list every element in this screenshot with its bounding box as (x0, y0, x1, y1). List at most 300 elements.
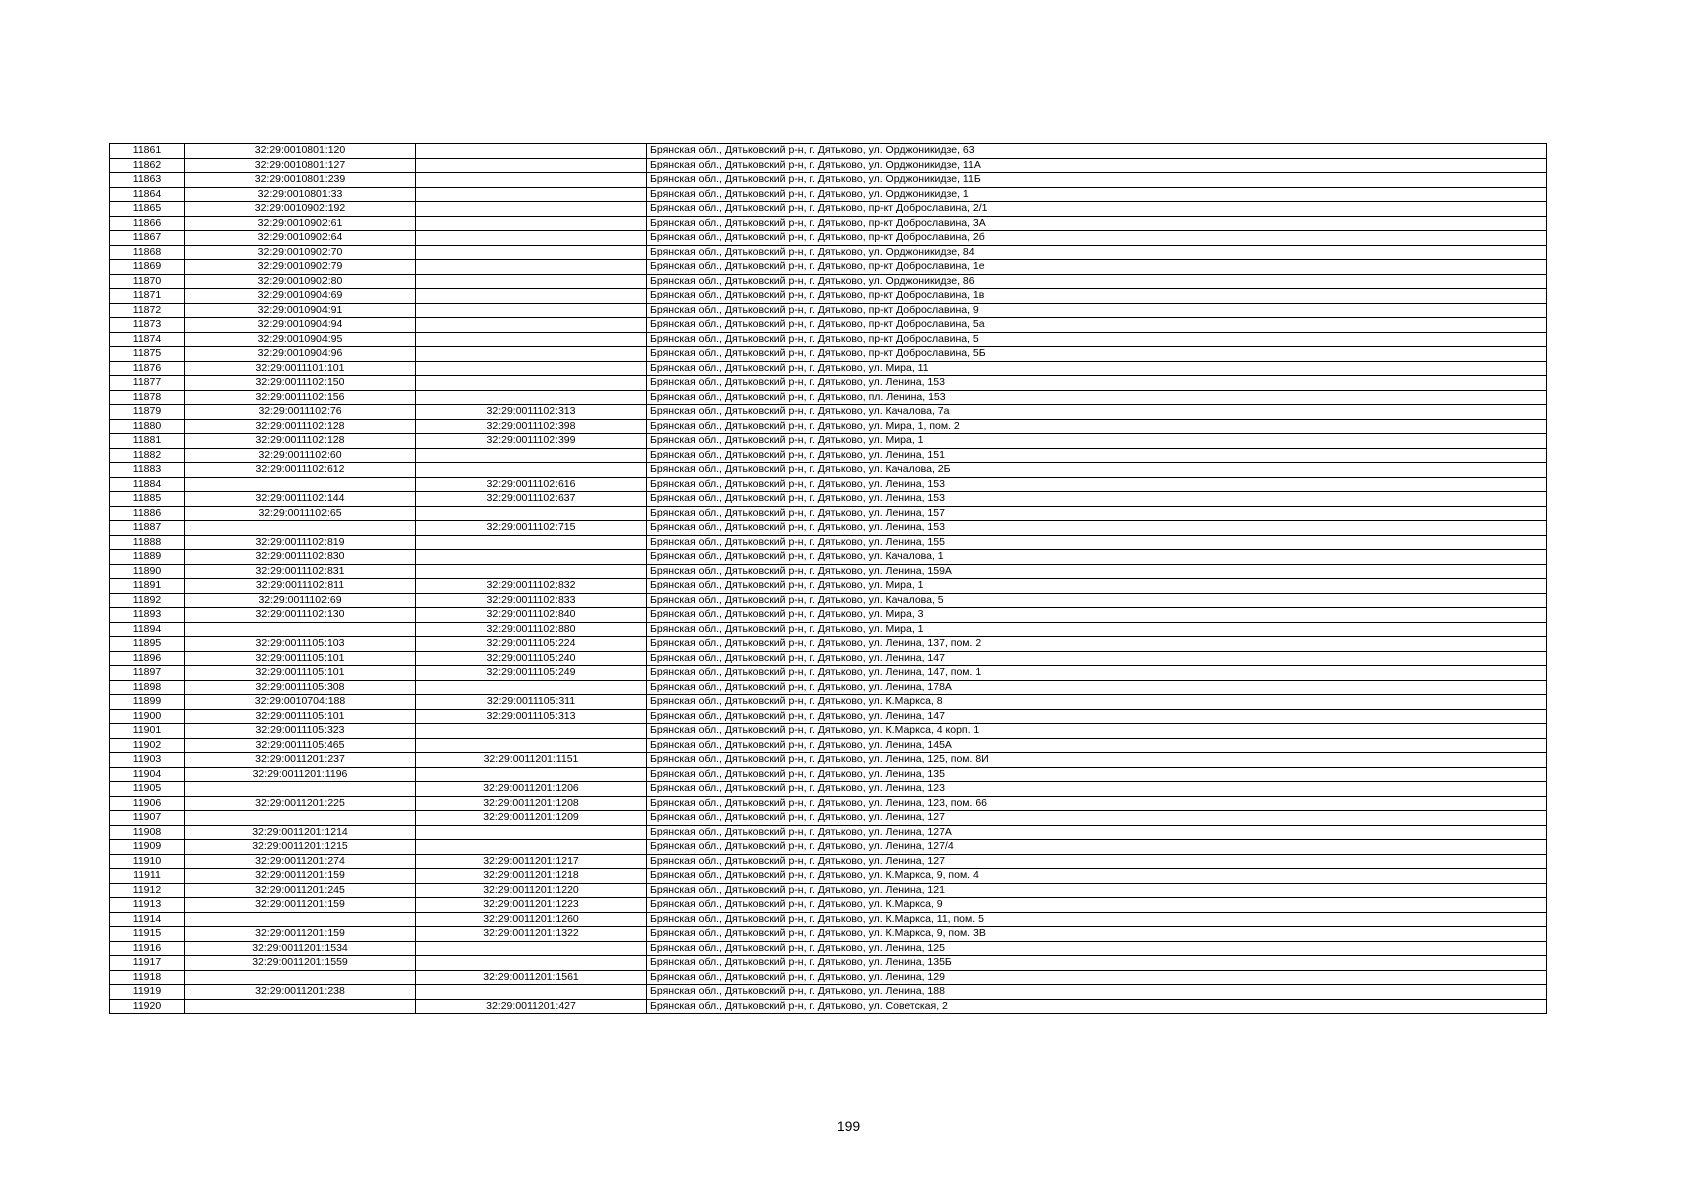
row-number-cell: 11906 (110, 796, 185, 811)
address-cell: Брянская обл., Дятьковский р-н, г. Дятьково, ул. Мира, 1, пом. 2 (647, 419, 1547, 434)
row-number-cell: 11864 (110, 187, 185, 202)
table-row (110, 666, 1547, 681)
object-number-cell (416, 825, 647, 840)
cadastral-number-cell: 32:29:0011102:128 (185, 434, 416, 449)
cadastral-number-cell: 32:29:0011105:308 (185, 680, 416, 695)
table-row (110, 709, 1547, 724)
row-number-cell: 11903 (110, 753, 185, 768)
address-cell: Брянская обл., Дятьковский р-н, г. Дятьково, ул. Ленина, 121 (647, 883, 1547, 898)
row-number-cell: 11905 (110, 782, 185, 797)
cadastral-number-cell: 32:29:0011102:130 (185, 608, 416, 623)
cadastral-number-cell: 32:29:0010904:94 (185, 318, 416, 333)
page-number: 199 (836, 1118, 861, 1134)
object-number-cell: 32:29:0011105:224 (416, 637, 647, 652)
cadastral-number-cell: 32:29:0011201:245 (185, 883, 416, 898)
table-row (110, 332, 1547, 347)
table-row (110, 941, 1547, 956)
object-number-cell (416, 840, 647, 855)
cadastral-number-cell: 32:29:0011102:831 (185, 564, 416, 579)
row-number-cell: 11886 (110, 506, 185, 521)
address-cell: Брянская обл., Дятьковский р-н, г. Дятьково, ул. Мира, 1 (647, 434, 1547, 449)
table-row (110, 158, 1547, 173)
cadastral-number-cell: 32:29:0010904:95 (185, 332, 416, 347)
object-number-cell (416, 376, 647, 391)
cadastral-number-cell: 32:29:0011102:612 (185, 463, 416, 478)
address-cell: Брянская обл., Дятьковский р-н, г. Дятьково, ул. Ленина, 155 (647, 535, 1547, 550)
address-cell: Брянская обл., Дятьковский р-н, г. Дятьково, ул. Ленина, 157 (647, 506, 1547, 521)
address-cell: Брянская обл., Дятьковский р-н, г. Дятьково, ул. Ленина, 159А (647, 564, 1547, 579)
cadastral-number-cell: 32:29:0010904:96 (185, 347, 416, 362)
object-number-cell: 32:29:0011201:1151 (416, 753, 647, 768)
cadastral-number-cell: 32:29:0010902:70 (185, 245, 416, 260)
cadastral-number-cell: 32:29:0011201:1196 (185, 767, 416, 782)
object-number-cell: 32:29:0011102:833 (416, 593, 647, 608)
cadastral-number-cell: 32:29:0011102:76 (185, 405, 416, 420)
row-number-cell: 11861 (110, 144, 185, 159)
table-row (110, 550, 1547, 565)
object-number-cell (416, 260, 647, 275)
table-row (110, 637, 1547, 652)
cadastral-number-cell (185, 999, 416, 1014)
cadastral-number-cell: 32:29:0010801:33 (185, 187, 416, 202)
object-number-cell (416, 724, 647, 739)
object-number-cell (416, 187, 647, 202)
address-cell: Брянская обл., Дятьковский р-н, г. Дятьково, ул. Ленина, 188 (647, 985, 1547, 1000)
table-row (110, 579, 1547, 594)
table-row (110, 216, 1547, 231)
object-number-cell: 32:29:0011105:311 (416, 695, 647, 710)
table-row (110, 782, 1547, 797)
row-number-cell: 11915 (110, 927, 185, 942)
table-row (110, 361, 1547, 376)
address-cell: Брянская обл., Дятьковский р-н, г. Дятьково, пр-кт Доброславина, 2/1 (647, 202, 1547, 217)
row-number-cell: 11888 (110, 535, 185, 550)
table-row (110, 970, 1547, 985)
address-cell: Брянская обл., Дятьковский р-н, г. Дятьково, ул. Ленина, 125, пом. 8И (647, 753, 1547, 768)
address-cell: Брянская обл., Дятьковский р-н, г. Дятьково, пр-кт Доброславина, 5Б (647, 347, 1547, 362)
object-number-cell (416, 941, 647, 956)
cadastral-number-cell: 32:29:0011105:101 (185, 666, 416, 681)
table-row (110, 376, 1547, 391)
row-number-cell: 11862 (110, 158, 185, 173)
address-cell: Брянская обл., Дятьковский р-н, г. Дятьково, ул. Ленина, 127 (647, 811, 1547, 826)
address-cell: Брянская обл., Дятьковский р-н, г. Дятьково, пр-кт Доброславина, 5а (647, 318, 1547, 333)
row-number-cell: 11881 (110, 434, 185, 449)
cadastral-number-cell: 32:29:0011102:156 (185, 390, 416, 405)
table-row (110, 521, 1547, 536)
cadastral-number-cell: 32:29:0011102:60 (185, 448, 416, 463)
cadastral-number-cell (185, 477, 416, 492)
cadastral-number-cell (185, 622, 416, 637)
object-number-cell: 32:29:0011201:1206 (416, 782, 647, 797)
table-row (110, 202, 1547, 217)
table-row (110, 260, 1547, 275)
object-number-cell: 32:29:0011102:832 (416, 579, 647, 594)
address-cell: Брянская обл., Дятьковский р-н, г. Дятьково, ул. Качалова, 7а (647, 405, 1547, 420)
address-cell: Брянская обл., Дятьковский р-н, г. Дятьково, ул. Ленина, 137, пом. 2 (647, 637, 1547, 652)
address-cell: Брянская обл., Дятьковский р-н, г. Дятьково, ул. К.Маркса, 9, пом. 4 (647, 869, 1547, 884)
table-row (110, 825, 1547, 840)
row-number-cell: 11880 (110, 419, 185, 434)
table-row (110, 303, 1547, 318)
address-cell: Брянская обл., Дятьковский р-н, г. Дятьково, ул. Ленина, 127А (647, 825, 1547, 840)
table-row (110, 883, 1547, 898)
table-row (110, 274, 1547, 289)
row-number-cell: 11874 (110, 332, 185, 347)
table-row (110, 593, 1547, 608)
table-row (110, 492, 1547, 507)
table-row (110, 753, 1547, 768)
object-number-cell: 32:29:0011201:1218 (416, 869, 647, 884)
row-number-cell: 11904 (110, 767, 185, 782)
cadastral-number-cell (185, 912, 416, 927)
table-row (110, 448, 1547, 463)
object-number-cell: 32:29:0011102:313 (416, 405, 647, 420)
address-cell: Брянская обл., Дятьковский р-н, г. Дятьково, ул. Ленина, 123 (647, 782, 1547, 797)
table-row (110, 811, 1547, 826)
address-cell: Брянская обл., Дятьковский р-н, г. Дятьково, ул. Орджоникидзе, 1 (647, 187, 1547, 202)
address-cell: Брянская обл., Дятьковский р-н, г. Дятьково, ул. Ленина, 151 (647, 448, 1547, 463)
cadastral-number-cell: 32:29:0011105:323 (185, 724, 416, 739)
table-row (110, 390, 1547, 405)
row-number-cell: 11892 (110, 593, 185, 608)
object-number-cell (416, 985, 647, 1000)
row-number-cell: 11866 (110, 216, 185, 231)
object-number-cell (416, 535, 647, 550)
address-cell: Брянская обл., Дятьковский р-н, г. Дятьково, ул. Ленина, 135Б (647, 956, 1547, 971)
address-cell: Брянская обл., Дятьковский р-н, г. Дятьково, ул. Ленина, 129 (647, 970, 1547, 985)
object-number-cell (416, 274, 647, 289)
table-row (110, 231, 1547, 246)
object-number-cell: 32:29:0011201:1223 (416, 898, 647, 913)
row-number-cell: 11876 (110, 361, 185, 376)
row-number-cell: 11884 (110, 477, 185, 492)
cadastral-number-cell: 32:29:0011102:819 (185, 535, 416, 550)
row-number-cell: 11870 (110, 274, 185, 289)
table-row (110, 187, 1547, 202)
object-number-cell: 32:29:0011105:249 (416, 666, 647, 681)
row-number-cell: 11883 (110, 463, 185, 478)
cadastral-number-cell: 32:29:0010902:61 (185, 216, 416, 231)
table-row (110, 898, 1547, 913)
row-number-cell: 11893 (110, 608, 185, 623)
row-number-cell: 11895 (110, 637, 185, 652)
object-number-cell (416, 564, 647, 579)
table-row (110, 956, 1547, 971)
address-cell: Брянская обл., Дятьковский р-н, г. Дятьково, ул. Мира, 1 (647, 622, 1547, 637)
address-cell: Брянская обл., Дятьковский р-н, г. Дятьково, ул. Ленина, 153 (647, 521, 1547, 536)
cadastral-number-cell: 32:29:0011201:159 (185, 927, 416, 942)
cadastral-number-cell: 32:29:0011102:69 (185, 593, 416, 608)
table-row (110, 695, 1547, 710)
row-number-cell: 11897 (110, 666, 185, 681)
row-number-cell: 11879 (110, 405, 185, 420)
address-cell: Брянская обл., Дятьковский р-н, г. Дятьково, ул. Орджоникидзе, 84 (647, 245, 1547, 260)
address-cell: Брянская обл., Дятьковский р-н, г. Дятьково, пр-кт Доброславина, 1в (647, 289, 1547, 304)
table-row (110, 318, 1547, 333)
table-row (110, 173, 1547, 188)
row-number-cell: 11917 (110, 956, 185, 971)
address-cell: Брянская обл., Дятьковский р-н, г. Дятьково, ул. Ленина, 153 (647, 477, 1547, 492)
table-row (110, 912, 1547, 927)
row-number-cell: 11865 (110, 202, 185, 217)
object-number-cell (416, 303, 647, 318)
table-row (110, 767, 1547, 782)
object-number-cell (416, 158, 647, 173)
object-number-cell (416, 680, 647, 695)
cadastral-number-cell: 32:29:0011102:811 (185, 579, 416, 594)
object-number-cell: 32:29:0011105:313 (416, 709, 647, 724)
cadastral-number-cell: 32:29:0010801:120 (185, 144, 416, 159)
address-cell: Брянская обл., Дятьковский р-н, г. Дятьково, пр-кт Доброславина, 2б (647, 231, 1547, 246)
address-cell: Брянская обл., Дятьковский р-н, г. Дятьково, ул. Орджоникидзе, 11А (647, 158, 1547, 173)
cadastral-number-cell: 32:29:0011201:1559 (185, 956, 416, 971)
object-number-cell (416, 361, 647, 376)
row-number-cell: 11914 (110, 912, 185, 927)
cadastral-number-cell: 32:29:0011201:1534 (185, 941, 416, 956)
row-number-cell: 11887 (110, 521, 185, 536)
object-number-cell (416, 332, 647, 347)
row-number-cell: 11873 (110, 318, 185, 333)
cadastral-number-cell: 32:29:0010904:69 (185, 289, 416, 304)
address-cell: Брянская обл., Дятьковский р-н, г. Дятьково, ул. К.Маркса, 9, пом. 3В (647, 927, 1547, 942)
cadastral-number-cell: 32:29:0011105:101 (185, 651, 416, 666)
address-cell: Брянская обл., Дятьковский р-н, г. Дятьково, пл. Ленина, 153 (647, 390, 1547, 405)
object-number-cell (416, 289, 647, 304)
row-number-cell: 11885 (110, 492, 185, 507)
object-number-cell (416, 506, 647, 521)
row-number-cell: 11878 (110, 390, 185, 405)
object-number-cell (416, 318, 647, 333)
cadastral-number-cell: 32:29:0010902:192 (185, 202, 416, 217)
row-number-cell: 11916 (110, 941, 185, 956)
cadastral-number-cell (185, 970, 416, 985)
table-row (110, 564, 1547, 579)
row-number-cell: 11912 (110, 883, 185, 898)
row-number-cell: 11913 (110, 898, 185, 913)
object-number-cell: 32:29:0011201:1208 (416, 796, 647, 811)
table-row (110, 927, 1547, 942)
object-number-cell (416, 738, 647, 753)
cadastral-number-cell: 32:29:0010801:127 (185, 158, 416, 173)
address-cell: Брянская обл., Дятьковский р-н, г. Дятьково, ул. Ленина, 125 (647, 941, 1547, 956)
table-row (110, 651, 1547, 666)
cadastral-number-cell: 32:29:0010904:91 (185, 303, 416, 318)
address-cell: Брянская обл., Дятьковский р-н, г. Дятьково, ул. Ленина, 127 (647, 854, 1547, 869)
table-row (110, 796, 1547, 811)
row-number-cell: 11890 (110, 564, 185, 579)
table-row (110, 869, 1547, 884)
registry-table (109, 143, 1547, 1014)
object-number-cell: 32:29:0011201:1220 (416, 883, 647, 898)
table-row (110, 680, 1547, 695)
object-number-cell (416, 347, 647, 362)
address-cell: Брянская обл., Дятьковский р-н, г. Дятьково, ул. К.Маркса, 4 корп. 1 (647, 724, 1547, 739)
cadastral-number-cell (185, 811, 416, 826)
row-number-cell: 11882 (110, 448, 185, 463)
row-number-cell: 11869 (110, 260, 185, 275)
address-cell: Брянская обл., Дятьковский р-н, г. Дятьково, ул. Орджоникидзе, 63 (647, 144, 1547, 159)
table-row (110, 506, 1547, 521)
table-row (110, 347, 1547, 362)
table-row (110, 434, 1547, 449)
address-cell: Брянская обл., Дятьковский р-н, г. Дятьково, ул. Ленина, 135 (647, 767, 1547, 782)
table-row (110, 999, 1547, 1014)
row-number-cell: 11891 (110, 579, 185, 594)
cadastral-number-cell: 32:29:0011201:159 (185, 898, 416, 913)
object-number-cell: 32:29:0011102:398 (416, 419, 647, 434)
object-number-cell: 32:29:0011201:1561 (416, 970, 647, 985)
address-cell: Брянская обл., Дятьковский р-н, г. Дятьково, ул. К.Маркса, 8 (647, 695, 1547, 710)
cadastral-number-cell: 32:29:0011102:150 (185, 376, 416, 391)
object-number-cell (416, 245, 647, 260)
object-number-cell (416, 390, 647, 405)
table-row (110, 985, 1547, 1000)
row-number-cell: 11871 (110, 289, 185, 304)
address-cell: Брянская обл., Дятьковский р-н, г. Дятьково, ул. Мира, 11 (647, 361, 1547, 376)
object-number-cell: 32:29:0011201:1322 (416, 927, 647, 942)
cadastral-number-cell: 32:29:0010801:239 (185, 173, 416, 188)
row-number-cell: 11894 (110, 622, 185, 637)
table-row (110, 840, 1547, 855)
registry-table-body (110, 144, 1547, 1014)
cadastral-number-cell: 32:29:0011201:274 (185, 854, 416, 869)
object-number-cell (416, 956, 647, 971)
row-number-cell: 11901 (110, 724, 185, 739)
cadastral-number-cell: 32:29:0011102:128 (185, 419, 416, 434)
row-number-cell: 11867 (110, 231, 185, 246)
row-number-cell: 11896 (110, 651, 185, 666)
object-number-cell: 32:29:0011201:1217 (416, 854, 647, 869)
object-number-cell (416, 216, 647, 231)
row-number-cell: 11872 (110, 303, 185, 318)
object-number-cell: 32:29:0011102:880 (416, 622, 647, 637)
row-number-cell: 11920 (110, 999, 185, 1014)
object-number-cell: 32:29:0011105:240 (416, 651, 647, 666)
object-number-cell (416, 231, 647, 246)
cadastral-number-cell: 32:29:0011105:465 (185, 738, 416, 753)
row-number-cell: 11877 (110, 376, 185, 391)
row-number-cell: 11900 (110, 709, 185, 724)
object-number-cell: 32:29:0011102:399 (416, 434, 647, 449)
table-row (110, 622, 1547, 637)
address-cell: Брянская обл., Дятьковский р-н, г. Дятьково, ул. Орджоникидзе, 11Б (647, 173, 1547, 188)
table-row (110, 144, 1547, 159)
table-row (110, 535, 1547, 550)
address-cell: Брянская обл., Дятьковский р-н, г. Дятьково, ул. К.Маркса, 11, пом. 5 (647, 912, 1547, 927)
table-row (110, 477, 1547, 492)
cadastral-number-cell (185, 521, 416, 536)
address-cell: Брянская обл., Дятьковский р-н, г. Дятьково, ул. Ленина, 178А (647, 680, 1547, 695)
address-cell: Брянская обл., Дятьковский р-н, г. Дятьково, ул. Ленина, 147, пом. 1 (647, 666, 1547, 681)
row-number-cell: 11907 (110, 811, 185, 826)
cadastral-number-cell: 32:29:0010902:80 (185, 274, 416, 289)
cadastral-number-cell: 32:29:0011201:1215 (185, 840, 416, 855)
cadastral-number-cell: 32:29:0010902:79 (185, 260, 416, 275)
row-number-cell: 11909 (110, 840, 185, 855)
row-number-cell: 11889 (110, 550, 185, 565)
cadastral-number-cell: 32:29:0011102:65 (185, 506, 416, 521)
table-row (110, 608, 1547, 623)
row-number-cell: 11863 (110, 173, 185, 188)
address-cell: Брянская обл., Дятьковский р-н, г. Дятьково, ул. Ленина, 123, пом. 66 (647, 796, 1547, 811)
table-row (110, 738, 1547, 753)
address-cell: Брянская обл., Дятьковский р-н, г. Дятьково, пр-кт Доброславина, 9 (647, 303, 1547, 318)
object-number-cell (416, 463, 647, 478)
row-number-cell: 11908 (110, 825, 185, 840)
row-number-cell: 11868 (110, 245, 185, 260)
row-number-cell: 11919 (110, 985, 185, 1000)
address-cell: Брянская обл., Дятьковский р-н, г. Дятьково, ул. Орджоникидзе, 86 (647, 274, 1547, 289)
object-number-cell: 32:29:0011102:715 (416, 521, 647, 536)
address-cell: Брянская обл., Дятьковский р-н, г. Дятьково, ул. Ленина, 153 (647, 376, 1547, 391)
table-row (110, 405, 1547, 420)
cadastral-number-cell: 32:29:0011105:103 (185, 637, 416, 652)
address-cell: Брянская обл., Дятьковский р-н, г. Дятьково, пр-кт Доброславина, 3А (647, 216, 1547, 231)
cadastral-number-cell: 32:29:0010704:188 (185, 695, 416, 710)
cadastral-number-cell: 32:29:0011105:101 (185, 709, 416, 724)
object-number-cell (416, 173, 647, 188)
object-number-cell (416, 550, 647, 565)
object-number-cell: 32:29:0011201:1260 (416, 912, 647, 927)
cadastral-number-cell: 32:29:0011201:159 (185, 869, 416, 884)
object-number-cell: 32:29:0011102:616 (416, 477, 647, 492)
address-cell: Брянская обл., Дятьковский р-н, г. Дятьково, ул. Ленина, 127/4 (647, 840, 1547, 855)
table-row (110, 245, 1547, 260)
row-number-cell: 11918 (110, 970, 185, 985)
address-cell: Брянская обл., Дятьковский р-н, г. Дятьково, ул. Мира, 1 (647, 579, 1547, 594)
row-number-cell: 11899 (110, 695, 185, 710)
row-number-cell: 11875 (110, 347, 185, 362)
row-number-cell: 11902 (110, 738, 185, 753)
object-number-cell (416, 448, 647, 463)
cadastral-number-cell: 32:29:0010902:64 (185, 231, 416, 246)
table-row (110, 289, 1547, 304)
cadastral-number-cell (185, 782, 416, 797)
object-number-cell: 32:29:0011102:840 (416, 608, 647, 623)
cadastral-number-cell: 32:29:0011101:101 (185, 361, 416, 376)
address-cell: Брянская обл., Дятьковский р-н, г. Дятьково, ул. Мира, 3 (647, 608, 1547, 623)
table-row (110, 724, 1547, 739)
row-number-cell: 11911 (110, 869, 185, 884)
address-cell: Брянская обл., Дятьковский р-н, г. Дятьково, ул. Ленина, 147 (647, 709, 1547, 724)
address-cell: Брянская обл., Дятьковский р-н, г. Дятьково, ул. Советская, 2 (647, 999, 1547, 1014)
object-number-cell (416, 144, 647, 159)
address-cell: Брянская обл., Дятьковский р-н, г. Дятьково, ул. Ленина, 145А (647, 738, 1547, 753)
table-row (110, 419, 1547, 434)
address-cell: Брянская обл., Дятьковский р-н, г. Дятьково, ул. Ленина, 153 (647, 492, 1547, 507)
cadastral-number-cell: 32:29:0011201:237 (185, 753, 416, 768)
address-cell: Брянская обл., Дятьковский р-н, г. Дятьково, ул. Качалова, 1 (647, 550, 1547, 565)
object-number-cell: 32:29:0011201:1209 (416, 811, 647, 826)
address-cell: Брянская обл., Дятьковский р-н, г. Дятьково, пр-кт Доброславина, 5 (647, 332, 1547, 347)
cadastral-number-cell: 32:29:0011201:238 (185, 985, 416, 1000)
cadastral-number-cell: 32:29:0011102:830 (185, 550, 416, 565)
address-cell: Брянская обл., Дятьковский р-н, г. Дятьково, пр-кт Доброславина, 1е (647, 260, 1547, 275)
object-number-cell: 32:29:0011102:637 (416, 492, 647, 507)
row-number-cell: 11910 (110, 854, 185, 869)
table-row (110, 854, 1547, 869)
cadastral-number-cell: 32:29:0011102:144 (185, 492, 416, 507)
object-number-cell (416, 767, 647, 782)
address-cell: Брянская обл., Дятьковский р-н, г. Дятьково, ул. К.Маркса, 9 (647, 898, 1547, 913)
address-cell: Брянская обл., Дятьковский р-н, г. Дятьково, ул. Качалова, 2Б (647, 463, 1547, 478)
cadastral-number-cell: 32:29:0011201:1214 (185, 825, 416, 840)
address-cell: Брянская обл., Дятьковский р-н, г. Дятьково, ул. Ленина, 147 (647, 651, 1547, 666)
object-number-cell: 32:29:0011201:427 (416, 999, 647, 1014)
cadastral-number-cell: 32:29:0011201:225 (185, 796, 416, 811)
table-row (110, 463, 1547, 478)
